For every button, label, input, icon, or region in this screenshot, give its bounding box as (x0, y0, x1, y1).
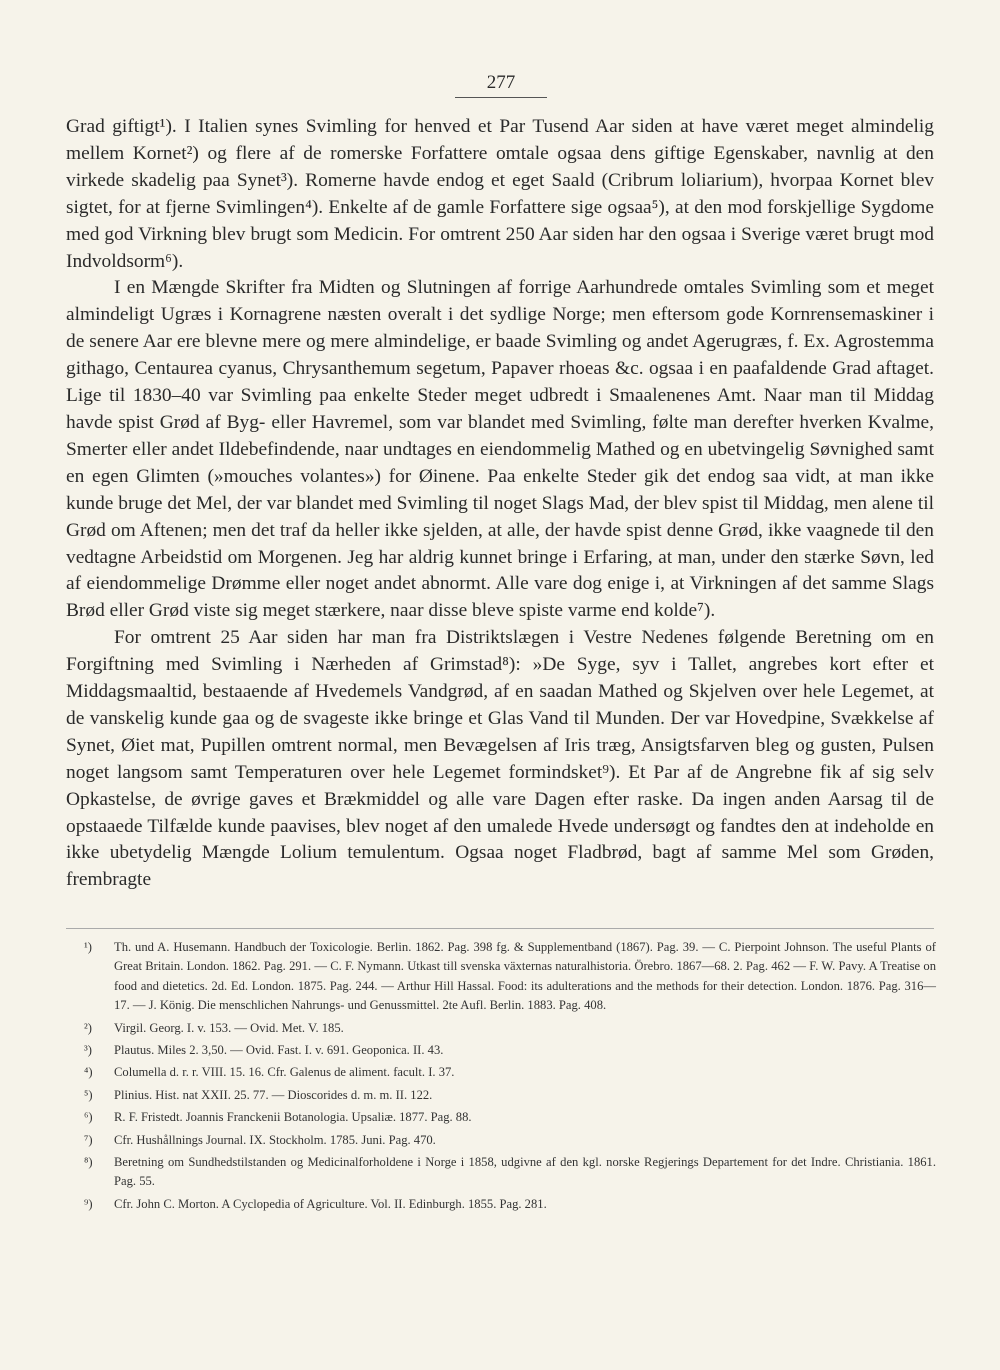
footnote-6 (84, 1108, 936, 1127)
footnote-text: Plautus. Miles 2. 3,50. — Ovid. Fast. I. v. 691. Geoponica. II. 43. (114, 1043, 444, 1058)
footnote-mark: ³) (84, 1043, 92, 1058)
footnote-2 (84, 1019, 936, 1038)
footnote-mark: ⁸) (84, 1155, 93, 1170)
paragraph-1: Grad giftigt¹). I Italien synes Svimling for henved et Par Tusend Aar siden at have været meget almindelig mellem Kornet²) og flere af de romerske Forfattere omtale ogsaa dens giftige Egenskaber, navnlig at den virkede skadelig paa Synet³). Romerne havde endog et eget Saald (Cribrum loliarium), hvorpaa Kornet blev sigtet, for at fjerne Svimlingen⁴). Enkelte af de gamle Forfattere sige ogsaa⁵), at den mod forskjellige Sygdome med god Virkning blev brugt som Medicin. For omtrent 250 Aar siden har den ogsaa i Sverige været brugt mod Indvoldsorm⁶). (66, 116, 934, 272)
footnote-text: Cfr. John C. Morton. A Cyclopedia of Agriculture. Vol. II. Edinburgh. 1855. Pag. 281. (114, 1196, 547, 1211)
paragraph-3: For omtrent 25 Aar siden har man fra Distriktslægen i Vestre Nedenes følgende Beretning om en Forgiftning med Svimling i Nærheden af Grimstad⁸): »De Syge, syv i Tallet, angrebes kort efter et Middagsmaaltid, bestaaende af Hvedemels Vandgrød, af en saadan Mathed og Skjelven over hele Legemet, at de vanskelig kunde gaa og de svageste ikke bringe et Glas Vand til Munden. Der var Hovedpine, Svækkelse af Synet, Øiet mat, Pupillen omtrent normal, men Bevægelsen af Iris træg, Ansigtsfarven bleg og gusten, Pulsen noget langsom samt Temperaturen over hele Legemet formindsket⁹). Et Par af de Angrebne fik af sig selv Opkastelse, de øvrige gaves et Brækmiddel og alle vare Dagen efter raske. Da ingen anden Aarsag til de opstaaede Tilfælde kunde paavises, blev noget af den umalede Hvede undersøgt og fandtes den at indeholde en ikke ubetydelig Mængde Lolium temulentum. Ogsaa noget Fladbrød, bagt af samme Mel som Grøden, frembragte (66, 627, 934, 891)
footnote-mark: ²) (84, 1020, 92, 1035)
footnote-mark: ⁶) (84, 1110, 93, 1125)
footnote-mark: ⁵) (84, 1087, 93, 1102)
footnote-8 (84, 1153, 936, 1192)
footnote-text: Th. und A. Husemann. Handbuch der Toxicologie. Berlin. 1862. Pag. 398 fg. & Supplementband (1867). Pag. 39. — C. Pierpoint Johnson. The useful Plants of Great Britain. London. 1862. Pag. 291. — C. F. Nymann. Utkast till svenska växternas naturalhistoria. Örebro. 1867—68. 2. Pag. 462 — F. W. Pavy. A Treatise on food and dietetics. 2d. Ed. London. 1875. Pag. 244. — Arthur Hill Hassal. Food: its adulterations and the methods for their detection. London. 1876. Pag. 316—17. — J. König. Die menschlichen Nahrungs- und Genussmittel. 2te Aufl. Berlin. 1883. Pag. 408. (114, 940, 936, 1013)
footnote-1 (84, 938, 936, 1016)
footnote-5 (84, 1086, 936, 1105)
body-text (66, 114, 934, 894)
footnote-divider (66, 928, 934, 929)
footnote-text: Beretning om Sundhedstilstanden og Medicinalforholdene i Norge i 1858, udgivne af den kgl. norske Regjerings Departement for det Indre. Christiania. 1861. Pag. 55. (114, 1155, 936, 1189)
footnote-mark: ¹) (84, 940, 92, 954)
paragraph-2: I en Mængde Skrifter fra Midten og Slutningen af forrige Aarhundrede omtales Svimling som et meget almindeligt Ugræs i Kornagrene næsten overalt i det sydlige Norge; men eftersom gode Kornrensemaskiner i de senere Aar ere blevne mere og mere almindelige, er baade Svimling og andet Agerugræs, f. Ex. Agrostemma githago, Centaurea cyanus, Chrysanthemum segetum, Papaver rhoeas &c. ogsaa i en paafaldende Grad aftaget. Lige til 1830–40 var Svimling paa enkelte Steder meget udbredt i Smaalenenes Amt. Naar man til Middag havde spist Grød af Byg- eller Havremel, som var blandet med Svimling, følte man derefter hverken Kvalme, Smerter eller andet Ildebefindende, naar undtages en eiendommelig Mathed og en ubetvingelig Søvnighed samt en egen Glimten (»mouches volantes») for Øinene. Paa enkelte Steder gik det endog saa vidt, at man ikke kunde bruge det Mel, der var blandet med Svimling til noget Slags Mad, der blev spist til Middag, men alene til Grød om Aftenen; men det traf da heller ikke sjelden, at alle, der havde spist denne Grød, ikke vaagnede til den vedtagne Arbeidstid om Morgenen. Jeg har aldrig kunnet bringe i Erfaring, at man, under den stærke Søvn, led af eiendommelige Drømme eller noget andet abnormt. Alle vare dog enige i, at Virkningen af det samme Slags Brød eller Grød viste sig meget stærkere, naar disse bleve spiste varme end kolde⁷). (66, 277, 934, 622)
footnote-mark: ⁷) (84, 1132, 93, 1147)
footnotes (84, 938, 936, 1217)
footnote-mark: ⁹) (84, 1196, 93, 1211)
footnote-text: Cfr. Hushållnings Journal. IX. Stockholm. 1785. Juni. Pag. 470. (114, 1132, 436, 1147)
footnote-7 (84, 1131, 936, 1150)
footnote-3 (84, 1041, 936, 1060)
page-number: 277 (455, 72, 547, 98)
footnote-mark: ⁴) (84, 1065, 93, 1080)
footnote-text: Columella d. r. r. VIII. 15. 16. Cfr. Galenus de aliment. facult. I. 37. (114, 1065, 455, 1080)
footnote-9 (84, 1195, 936, 1214)
footnote-text: Virgil. Georg. I. v. 153. — Ovid. Met. V. 185. (114, 1020, 344, 1035)
footnote-4 (84, 1063, 936, 1082)
footnote-text: R. F. Fristedt. Joannis Franckenii Botanologia. Upsaliæ. 1877. Pag. 88. (114, 1110, 472, 1125)
footnote-text: Plinius. Hist. nat XXII. 25. 77. — Dioscorides d. m. m. II. 122. (114, 1087, 433, 1102)
